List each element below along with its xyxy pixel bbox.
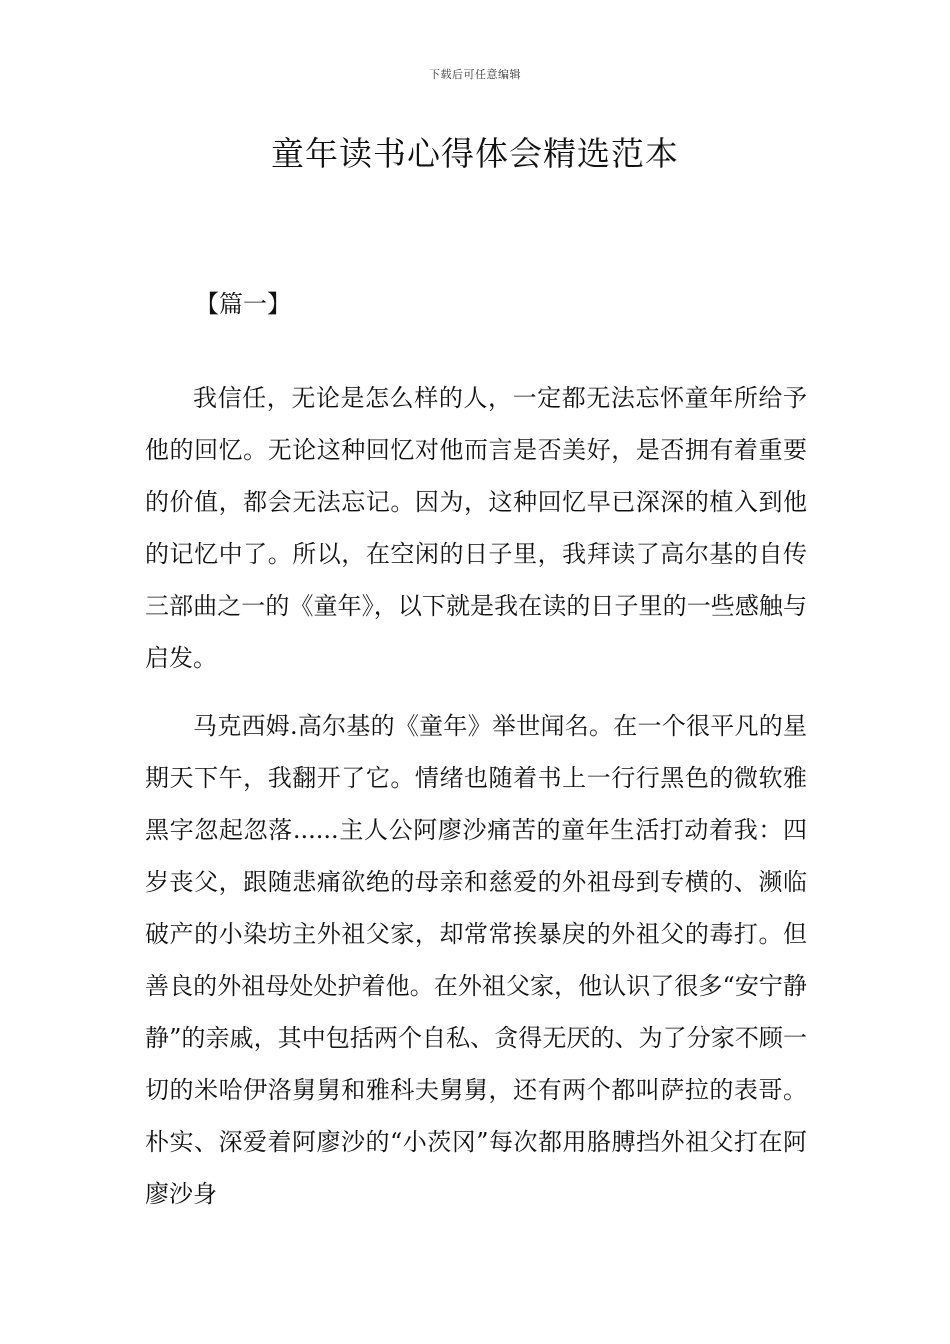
paragraph-1: 我信任，无论是怎么样的人，一定都无法忘怀童年所给予他的回忆。无论这种回忆对他而言是否美好，是否拥有着重要的价值，都会无法忘记。因为，这种回忆早已深深的植入到他的记忆中了。所以，在空闲的日子里，我拜读了高尔基的自传三部曲之一的《童年》，以下就是我在读的日子里的一些感触与启发。	[145, 384, 807, 672]
document-title: 童年读书心得体会精选范本	[271, 134, 679, 173]
header-note: 下载后可任意编辑	[429, 68, 521, 81]
paragraph-2: 马克西姆.高尔基的《童年》举世闻名。在一个很平凡的星期天下午，我翻开了它。情绪也随着书上一行行黑色的微软雅黑字忽起忽落......主人公阿廖沙痛苦的童年生活打动着我：四岁丧父，跟随悲痛欲绝的母亲和慈爱的外祖母到专横的、濒临破产的小染坊主外祖父家，却常常挨暴戾的外祖父的毒打。但善良的外祖母处处护着他。在外祖父家，他认识了很多“安宁静静”的亲戚，其中包括两个自私、贪得无厌的、为了分家不顾一切的米哈伊洛舅舅和雅科夫舅舅，还有两个都叫萨拉的表哥。朴实、深爱着阿廖沙的“小茨冈”每次都用胳膊挡外祖父打在阿廖沙身	[145, 712, 807, 1208]
section-label: 【篇一】	[195, 290, 291, 318]
